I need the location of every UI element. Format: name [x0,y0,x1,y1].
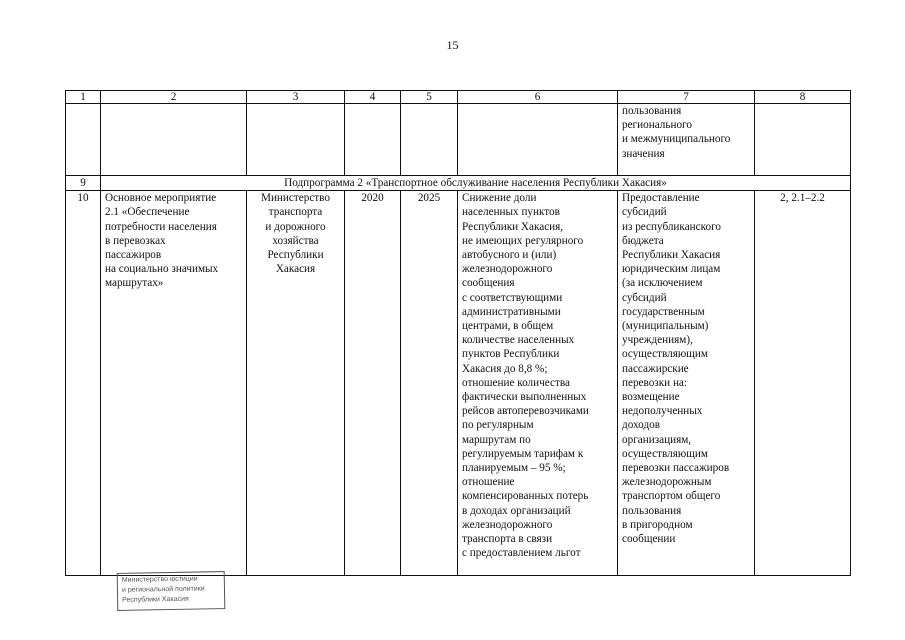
stamp-line-1: Министерство юстиции [121,575,198,584]
measure-name: Основное мероприятие 2.1 «Обеспечение потребности населения в перевозках пассажиров на социально значимых маршрутах» [101,191,247,576]
header-cell-2: 2 [101,91,247,104]
subprogram-row [66,176,851,191]
start-year: 2020 [345,191,401,576]
empty-cell [401,104,458,176]
stamp-line-3: Республики Хакасия [122,595,189,604]
empty-cell [755,104,851,176]
program-table [65,90,851,576]
row-number: 10 [66,191,101,576]
expected-result: Снижение доли населенных пунктов Республики Хакасия, не имеющих регулярного автобусного и (или) железнодорожного сообщения с соответствующими административными центрами, в общем количестве населенных пунктов Республики Хакасия до 8,8 %; отношение количества фактически выполненных рейсов автоперевозчиками по регулярным маршрутам по регулируемым тарифам к планируемым – 95 %; отношение компенсированных потерь в доходах организаций железнодорожного транспорта в связи с предоставлением льгот [458,191,618,576]
subprogram-title: Подпрограмма 2 «Транспортное обслуживание населения Республики Хакасия» [101,176,851,191]
header-cell-3: 3 [247,91,345,104]
header-cell-1: 1 [66,91,101,104]
registration-stamp [117,571,226,611]
header-cell-4: 4 [345,91,401,104]
main-measure-row [66,191,851,576]
header-row [66,91,851,104]
indicator-link: 2, 2.1–2.2 [755,191,851,576]
end-year: 2025 [401,191,458,576]
stamp-line-2: и региональной политики [121,585,205,594]
header-cell-8: 8 [755,91,851,104]
header-cell-7: 7 [618,91,755,104]
page-number: 15 [446,38,459,52]
header-cell-5: 5 [401,91,458,104]
empty-cell [345,104,401,176]
subprogram-number: 9 [66,176,101,191]
continuation-row [66,104,851,176]
header-cell-6: 6 [458,91,618,104]
empty-cell [458,104,618,176]
empty-cell [66,104,101,176]
empty-cell [247,104,345,176]
continuation-mechanism: пользования регионального и межмуниципального значения [618,104,755,176]
responsible-executor: Министерство транспорта и дорожного хозяйства Республики Хакасия [247,191,345,576]
implementation-mechanism: Предоставление субсидий из республиканского бюджета Республики Хакасия юридическим лицам (за исключением субсидий государственным (муниципальным) учреждениям), осуществляющим пассажирские перевозки на: возмещение недополученных доходов организациям, осуществляющим перевозки пассажиров железнодорожным транспортом общего пользования в пригородном сообщении [618,191,755,576]
empty-cell [101,104,247,176]
